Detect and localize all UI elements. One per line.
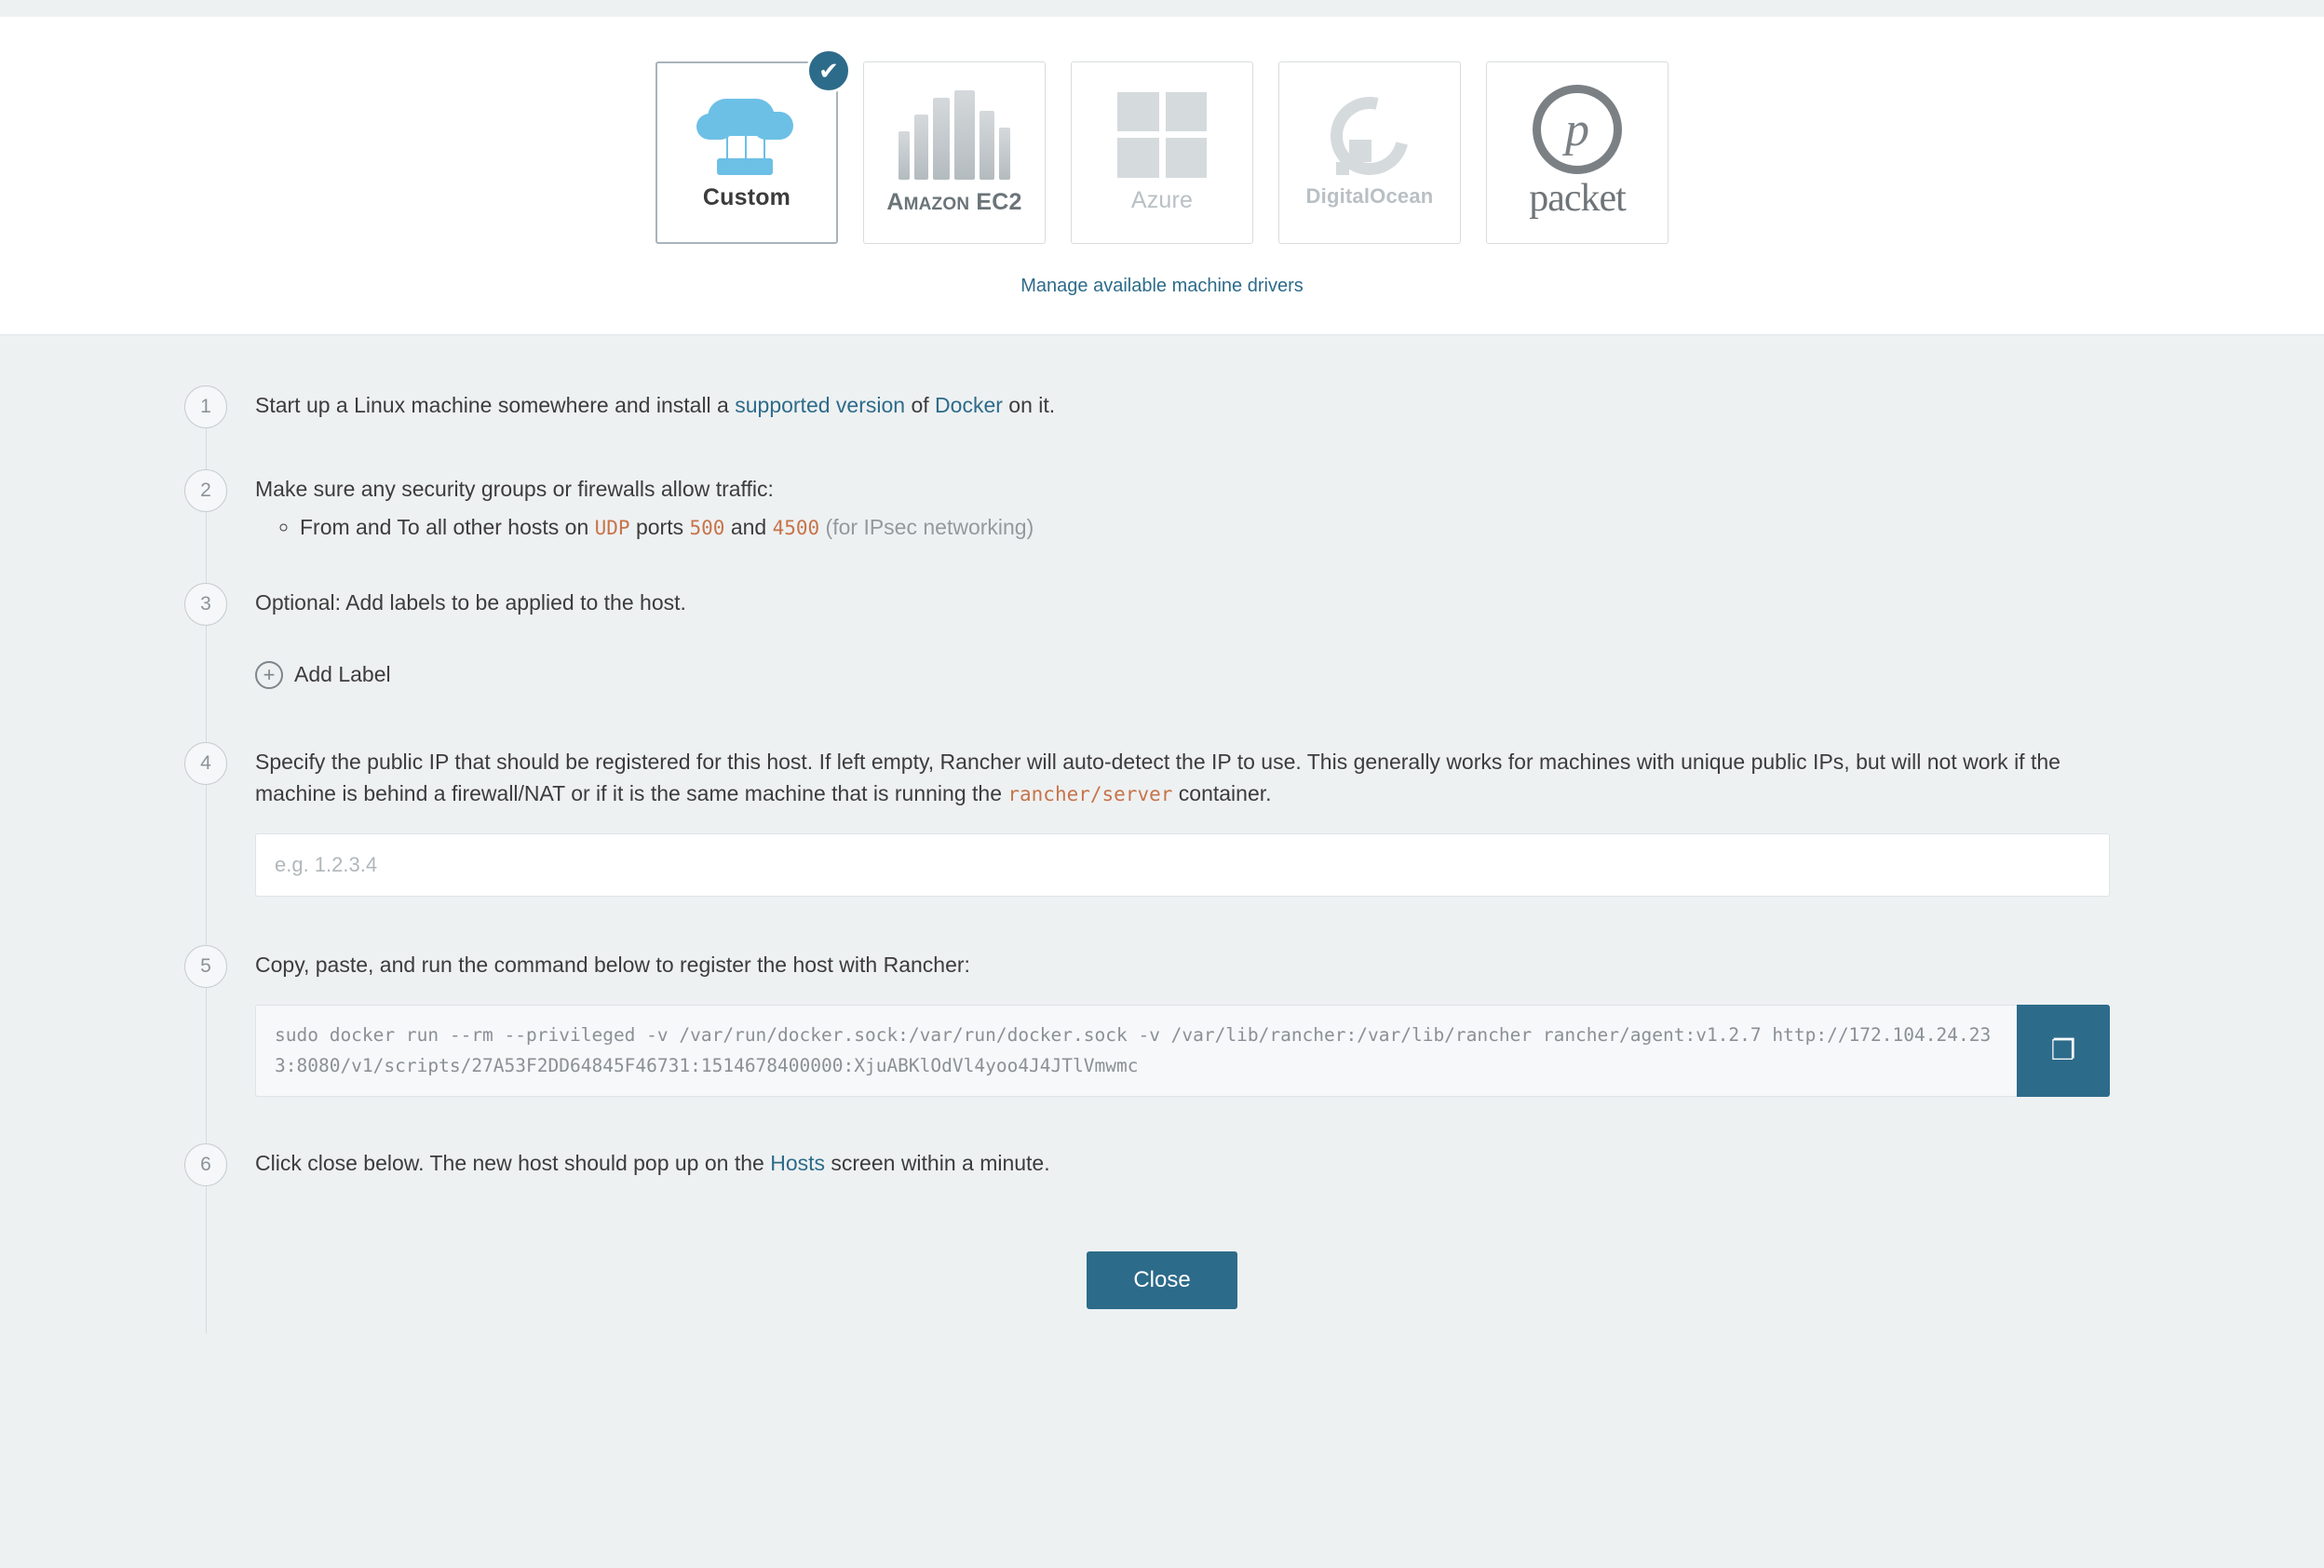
driver-tile-custom[interactable] [655, 56, 839, 244]
step-4-text-b: container. [1172, 780, 1272, 805]
step-2-b-b: ports [629, 515, 690, 540]
packet-icon [1533, 85, 1622, 174]
step-2-bullet-ports [300, 512, 2140, 543]
code-rancher-server: rancher/server [1007, 782, 1173, 805]
step-3-number: 3 [184, 583, 227, 626]
step-1-text-a: Start up a Linux machine somewhere and install a [255, 393, 736, 417]
step-6-text-b: screen within a minute. [825, 1150, 1050, 1175]
step-2 [184, 469, 2140, 544]
driver-label-azure: Azure [1130, 186, 1194, 213]
registration-command-text[interactable]: sudo docker run --rm --privileged -v /var/run/docker.sock:/var/run/docker.sock -v /var/lib/rancher:/var/lib/rancher rancher/agent:v1.2.7 http://172.104.24.233:8080/v1/scripts/27A53F2DD64845F46731:1514678400000:XjuABKlOdVl4yoo4J4JTlVmwmc [255, 1005, 2017, 1096]
step-5-number: 5 [184, 945, 227, 988]
step-4-body [255, 742, 2140, 897]
selected-check-icon [806, 48, 851, 93]
copy-to-clipboard-button[interactable] [2017, 1005, 2110, 1096]
driver-tile-amazon-ec2[interactable] [863, 61, 1046, 244]
supported-version-link[interactable]: supported version [735, 393, 906, 417]
custom-cloud-icon [695, 95, 799, 175]
step-4 [184, 742, 2140, 897]
driver-label-amazon-ec2 [886, 189, 1021, 216]
step-5-text: Copy, paste, and run the command below to register the host with Rancher: [255, 953, 970, 978]
amazon-ec2-icon [899, 90, 1010, 180]
step-2-bullets [255, 512, 2140, 543]
check-glyph: ✔ [818, 56, 839, 85]
driver-label-packet: packet [1529, 177, 1626, 220]
machine-driver-list [0, 56, 2324, 244]
steps-connector-line [206, 402, 207, 1333]
add-label-button[interactable] [255, 659, 391, 690]
step-6-number: 6 [184, 1143, 227, 1186]
step-1 [184, 385, 2140, 428]
step-6-body [255, 1143, 2140, 1179]
step-1-number: 1 [184, 385, 227, 428]
top-spacer [0, 0, 2324, 17]
machine-driver-panel [0, 17, 2324, 335]
step-5-body [255, 945, 2140, 1097]
code-udp: UDP [594, 517, 630, 540]
step-6-text-a: Click close below. The new host should pop up on the [255, 1150, 771, 1175]
add-label-text: Add Label [294, 662, 391, 687]
step-1-text-c: on it. [1002, 393, 1056, 417]
manage-machine-drivers-link[interactable]: Manage available machine drivers [1020, 276, 1304, 296]
plus-glyph: + [263, 662, 276, 686]
step-2-b-c: and [724, 515, 773, 540]
plus-circle-icon [255, 661, 283, 689]
public-ip-input[interactable] [255, 833, 2110, 897]
step-1-body [255, 385, 2140, 421]
step-2-text: Make sure any security groups or firewalls allow traffic: [255, 477, 774, 501]
step-5 [184, 945, 2140, 1097]
docker-link[interactable]: Docker [935, 393, 1003, 417]
step-2-number: 2 [184, 469, 227, 512]
instructions-section [0, 335, 2324, 1346]
registration-command-row [255, 1005, 2110, 1096]
driver-label-amazon-ec2-lead: A [886, 188, 904, 215]
clipboard-icon: ❐ [2050, 1034, 2076, 1066]
step-3 [184, 583, 2140, 691]
driver-label-amazon-ec2-tail: EC2 [969, 188, 1022, 215]
step-4-number: 4 [184, 742, 227, 785]
step-3-body [255, 583, 2140, 691]
driver-tile-packet[interactable] [1486, 61, 1669, 244]
step-2-b-a: From and To all other hosts on [300, 515, 595, 540]
close-button[interactable]: Close [1087, 1251, 1236, 1309]
step-4-text [255, 747, 2140, 809]
driver-tile-digitalocean[interactable] [1278, 61, 1461, 244]
azure-windows-icon [1117, 92, 1207, 178]
step-1-text-b: of [905, 393, 936, 417]
driver-tile-azure[interactable] [1071, 61, 1253, 244]
code-port-500: 500 [689, 517, 725, 540]
hosts-link[interactable]: Hosts [770, 1150, 825, 1175]
step-4-text-a: Specify the public IP that should be registered for this host. If left empty, Rancher will auto-detect the IP to use. This generally works for machines with unique public IPs, but will not work if the machine is behind a firewall/NAT or if it is the same machine that is running the [255, 750, 2061, 805]
packet-mark: p [1565, 102, 1589, 156]
driver-label-amazon-ec2-small: MAZON [903, 194, 970, 214]
driver-label-custom: Custom [702, 183, 791, 210]
footer-actions [0, 1251, 2324, 1346]
steps-list [184, 385, 2140, 1186]
step-3-text: Optional: Add labels to be applied to the host. [255, 589, 686, 615]
driver-label-digitalocean: DigitalOcean [1305, 184, 1434, 208]
step-6 [184, 1143, 2140, 1186]
digitalocean-icon [1331, 97, 1409, 175]
manage-drivers-link-wrap [0, 276, 2324, 297]
step-2-body [255, 469, 2140, 544]
step-2-b-d: (for IPsec networking) [819, 515, 1034, 540]
code-port-4500: 4500 [772, 517, 820, 540]
